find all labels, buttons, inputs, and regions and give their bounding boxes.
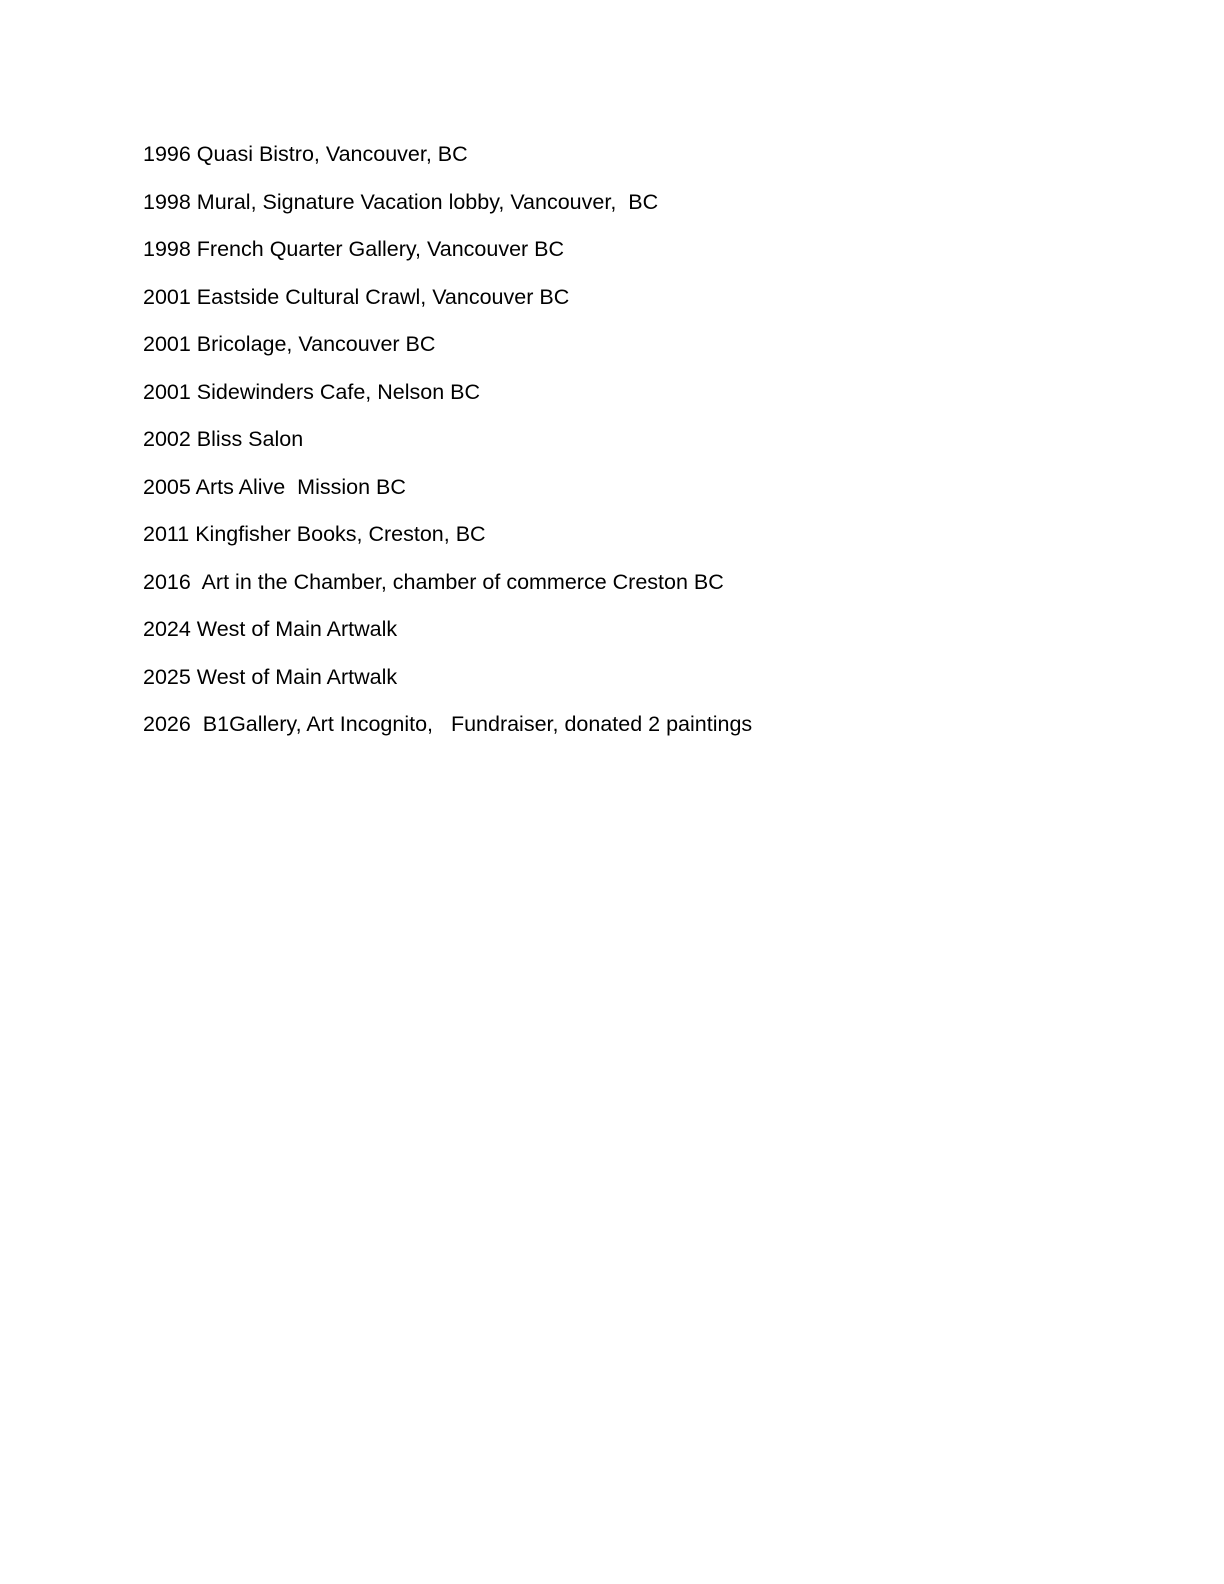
list-item: 2001 Bricolage, Vancouver BC — [143, 332, 436, 356]
list-item: 1998 Mural, Signature Vacation lobby, Vancouver, BC — [143, 189, 659, 214]
list-item: 2024 West of Main Artwalk — [143, 617, 398, 641]
list-item: 1998 French Quarter Gallery, Vancouver BC — [143, 237, 565, 261]
list-item: 2001 Sidewinders Cafe, Nelson BC — [143, 379, 481, 404]
list-item: 2025 West of Main Artwalk — [143, 664, 398, 689]
list-item: 1996 Quasi Bistro, Vancouver, BC — [143, 142, 468, 166]
list-item: 2026 B1Gallery, Art Incognito, Fundraiser, donated 2 paintings — [143, 712, 753, 736]
list-item: 2005 Arts Alive Mission BC — [143, 474, 406, 499]
exhibition-list — [143, 139, 752, 757]
list-item: 2001 Eastside Cultural Crawl, Vancouver BC — [143, 284, 570, 309]
list-item: 2016 Art in the Chamber, chamber of commerce Creston BC — [143, 569, 724, 594]
list-item: 2011 Kingfisher Books, Creston, BC — [143, 522, 486, 546]
list-item: 2002 Bliss Salon — [143, 427, 304, 451]
